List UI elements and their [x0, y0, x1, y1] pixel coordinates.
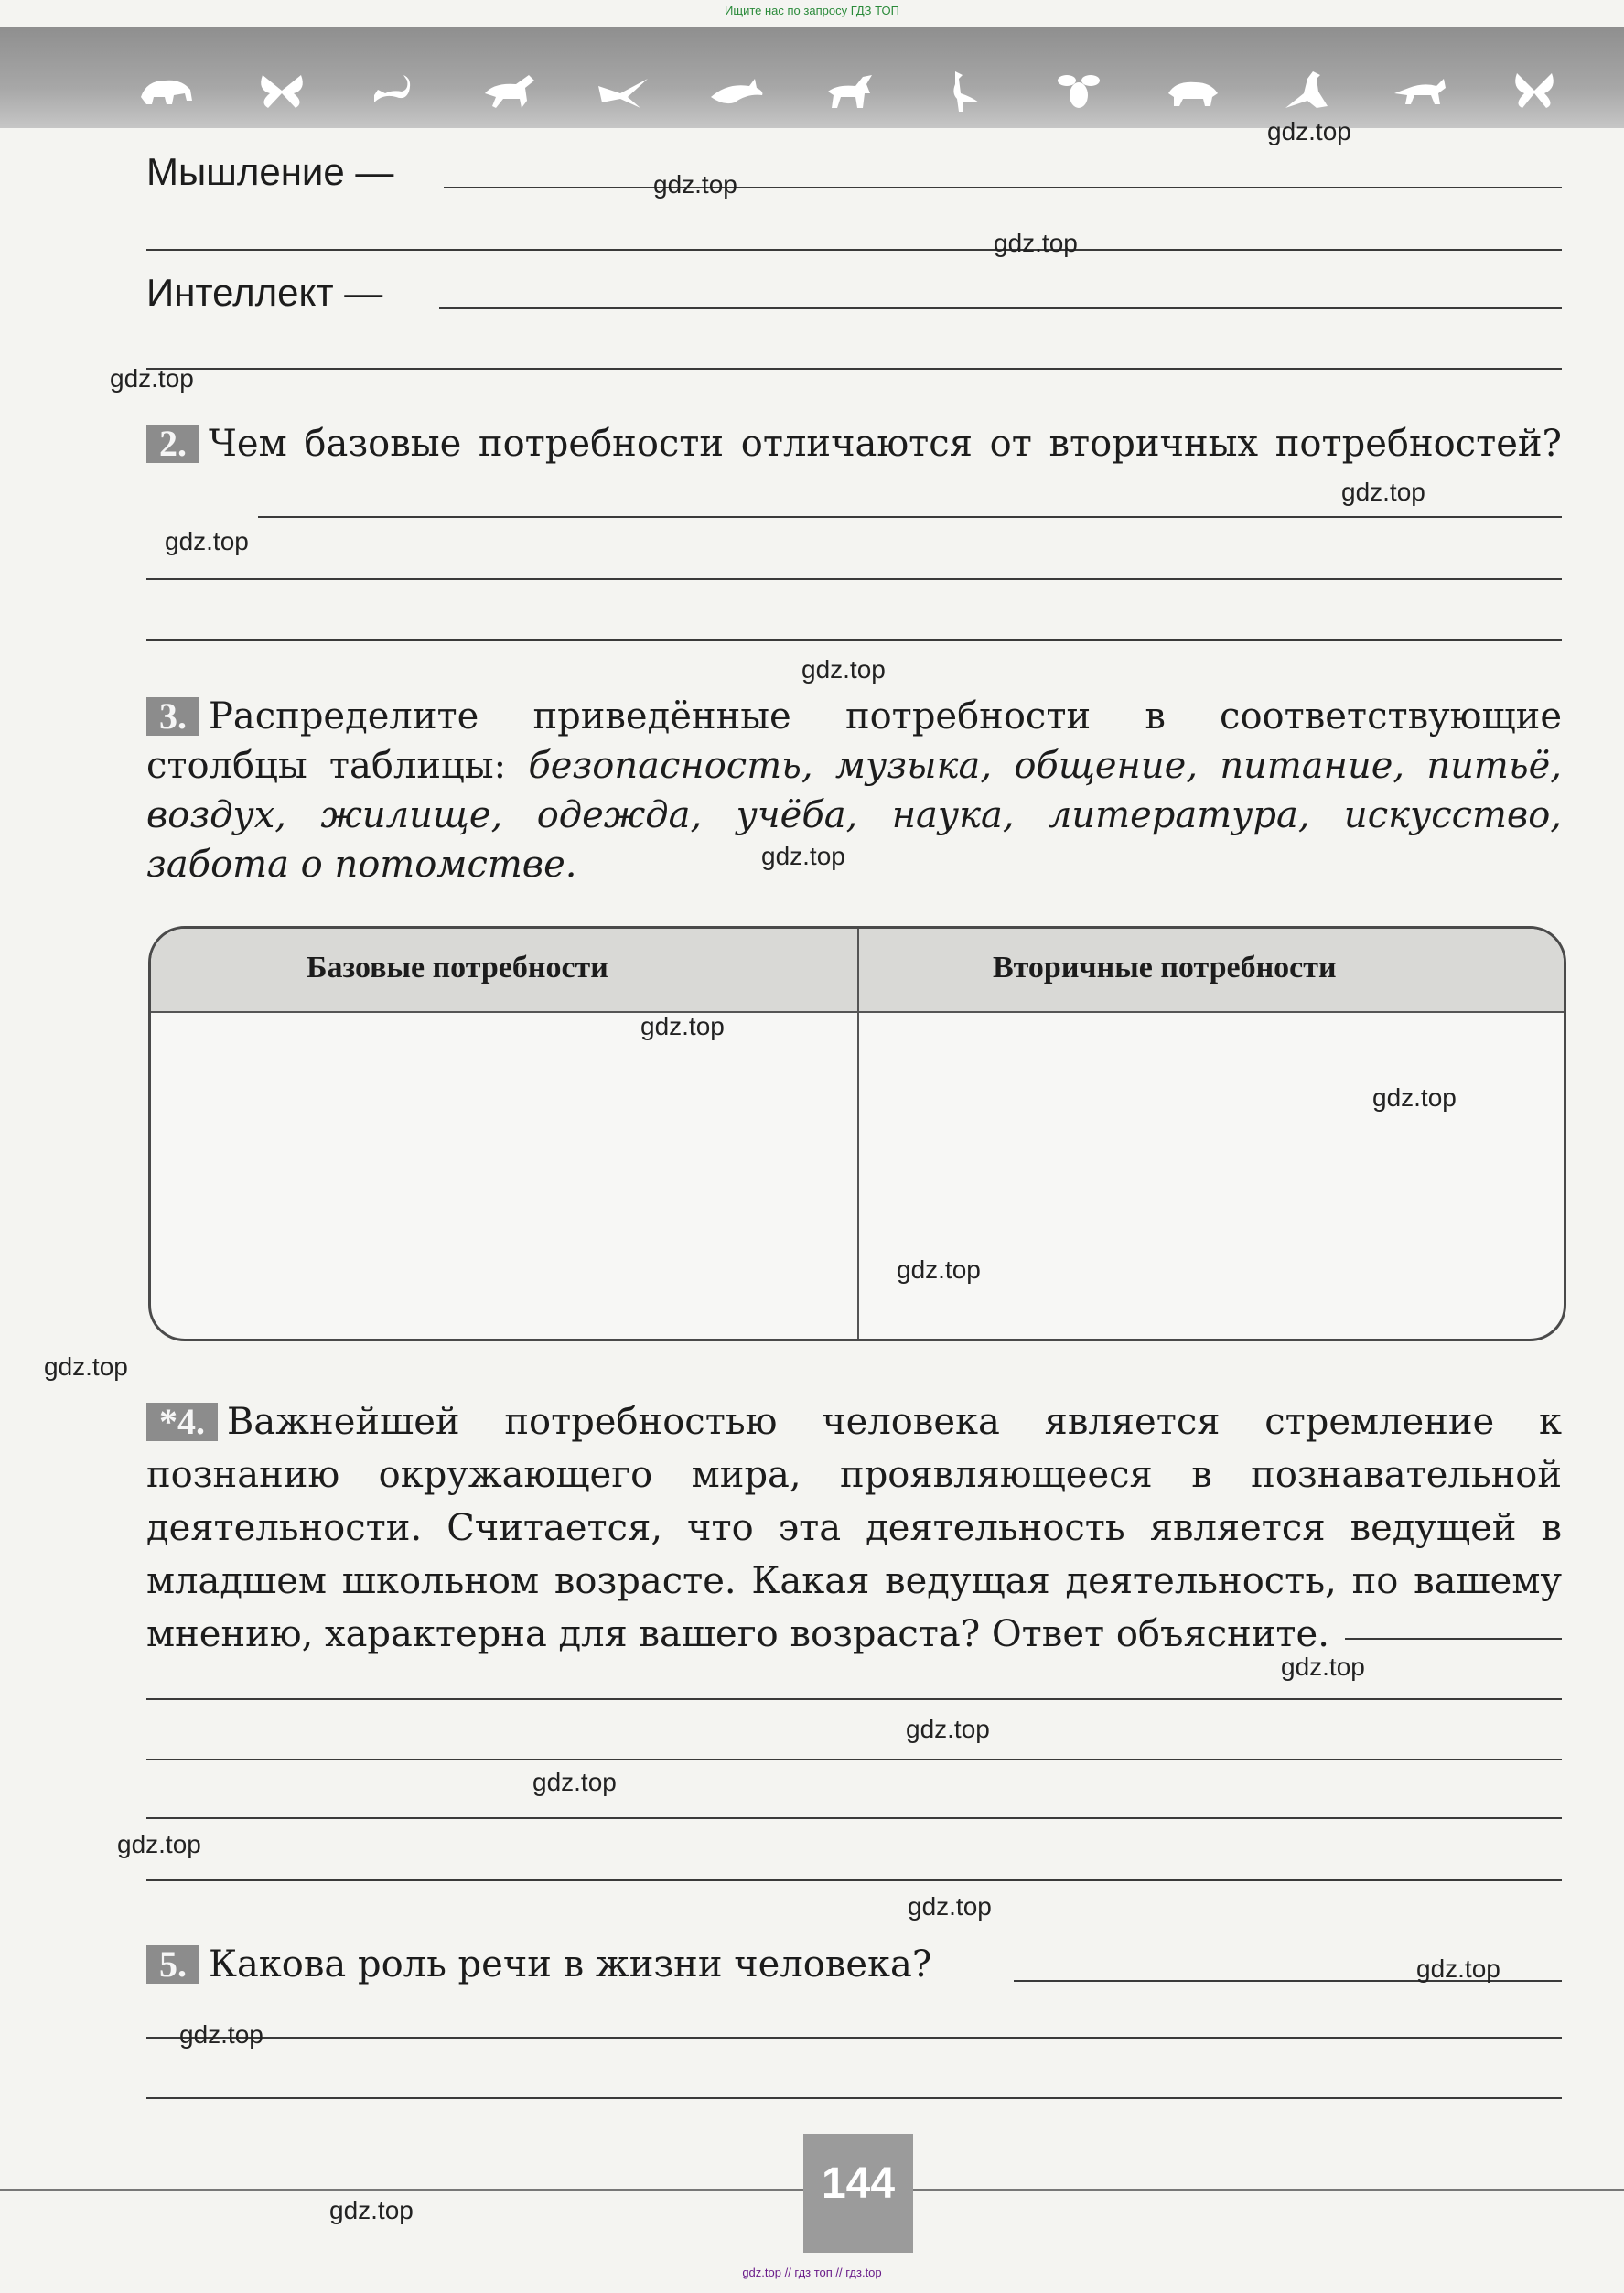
page-number: 144: [803, 2134, 913, 2253]
task-3: [146, 692, 1562, 889]
watermark: gdz.top: [761, 842, 845, 870]
answer-line-task4-1[interactable]: [146, 1698, 1562, 1700]
answer-line-task2-1[interactable]: [258, 516, 1562, 518]
answer-line-task2-3[interactable]: [146, 639, 1562, 641]
watermark: gdz.top: [165, 527, 249, 555]
task-5: [146, 1940, 1025, 1989]
answer-line-task5-2[interactable]: [146, 2037, 1562, 2039]
moose-icon: [821, 66, 881, 115]
task-number: *4.: [146, 1403, 218, 1441]
watermark: gdz.top: [1416, 1954, 1500, 1983]
task-number: 2.: [146, 425, 199, 463]
answer-line-task4-2[interactable]: [146, 1759, 1562, 1760]
kangaroo-icon: [1276, 66, 1337, 115]
butterfly-2-icon: [1504, 66, 1565, 115]
term-intellect: Интеллект —: [146, 271, 383, 314]
task-text: Распределите приведённые потребности в соответствующие столбцы таблицы:: [146, 695, 1562, 787]
watermark: gdz.top: [44, 1352, 128, 1381]
bison-icon: [137, 66, 198, 115]
answer-line-intellect-1[interactable]: [439, 307, 1562, 309]
task-text: Важнейшей потребностью человека является стремление к познанию окружающего мира, проявляющееся в познавательной деятельности. Считается, что эта деятельность является ведущей в младшем школьном возрасте. Какая ведущая деятельность, по вашему мнению, характерна для вашего возраста? Ответ объясните.: [146, 1401, 1562, 1655]
answer-line-task4-0[interactable]: [1345, 1638, 1562, 1640]
task-number: 5.: [146, 1945, 199, 1984]
top-note: Ищите нас по запросу ГДЗ ТОП: [725, 4, 899, 17]
watermark: gdz.top: [532, 1768, 617, 1796]
answer-line-intellect-2[interactable]: [146, 368, 1562, 370]
watermark: gdz.top: [640, 1012, 725, 1040]
bee-icon: [1049, 66, 1109, 115]
watermark: gdz.top: [908, 1892, 992, 1921]
watermark: gdz.top: [1341, 478, 1425, 506]
term-thinking: Мышление —: [146, 150, 394, 193]
task-2: [146, 419, 1562, 468]
needs-table: [148, 926, 1566, 1341]
dolphin-icon: [707, 66, 768, 115]
task-number: 3.: [146, 697, 199, 736]
fox-icon: [1391, 66, 1451, 115]
watermark: gdz.top: [110, 364, 194, 393]
boar-icon: [1163, 66, 1223, 115]
needs-list: безопасность, музыка, общение, питание, питьё, воздух, жилище, одежда, учёба, наука, литература, искусство, забота о потомстве.: [146, 745, 1562, 886]
task-text: Чем базовые потребности отличаются от вторичных потребностей?: [209, 423, 1562, 465]
watermark: gdz.top: [994, 229, 1078, 257]
watermark: gdz.top: [801, 655, 886, 684]
watermark: gdz.top: [897, 1255, 981, 1284]
bird-icon: [593, 66, 653, 115]
answer-line-thinking-2[interactable]: [146, 249, 1562, 251]
column-divider: [857, 929, 859, 1339]
watermark: gdz.top: [329, 2196, 414, 2224]
bottom-note: gdz.top // гдз топ // гдз.top: [742, 2266, 882, 2279]
watermark: gdz.top: [1267, 117, 1351, 145]
task-4: [146, 1395, 1562, 1661]
watermark: gdz.top: [1372, 1083, 1457, 1112]
watermark: gdz.top: [906, 1715, 990, 1743]
butterfly-icon: [252, 66, 312, 115]
column-header-basic: Базовые потребности: [307, 951, 608, 985]
answer-line-thinking-1[interactable]: [444, 187, 1562, 188]
watermark: gdz.top: [179, 2020, 263, 2049]
watermark: gdz.top: [117, 1830, 201, 1858]
watermark: gdz.top: [653, 170, 737, 199]
heron-icon: [935, 66, 995, 115]
column-header-secondary: Вторичные потребности: [993, 951, 1337, 985]
horse-icon: [479, 66, 540, 115]
scorpion-icon: [365, 66, 425, 115]
animal-silhouettes: [137, 59, 1565, 123]
answer-line-task4-4[interactable]: [146, 1879, 1562, 1881]
answer-line-task4-3[interactable]: [146, 1817, 1562, 1819]
answer-line-task5-3[interactable]: [146, 2097, 1562, 2099]
answer-line-task2-2[interactable]: [146, 578, 1562, 580]
watermark: gdz.top: [1281, 1652, 1365, 1681]
task-text: Какова роль речи в жизни человека?: [209, 1943, 932, 1986]
